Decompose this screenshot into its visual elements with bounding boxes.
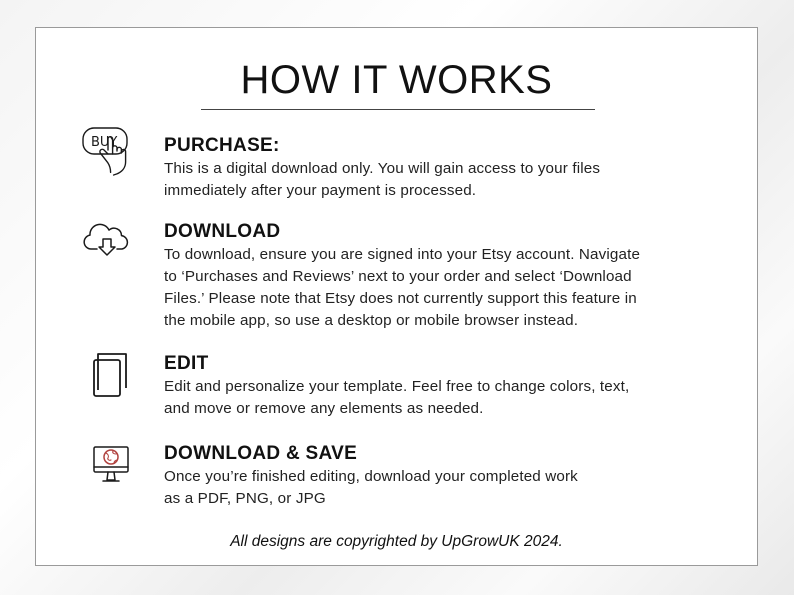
section-text-line: Once you’re finished editing, download your completed work bbox=[164, 468, 578, 485]
svg-text:BUY: BUY bbox=[91, 135, 118, 150]
section-title: EDIT bbox=[164, 353, 209, 374]
section-text-line: Files.’ Please note that Etsy does not currently support this feature in bbox=[164, 290, 637, 307]
section-purchase bbox=[164, 134, 724, 202]
desktop-monitor-globe-icon bbox=[92, 444, 132, 488]
copyright-notice: All designs are copyrighted by UpGrowUK 2024. bbox=[230, 533, 563, 550]
section-edit bbox=[164, 352, 724, 420]
cloud-download-icon bbox=[82, 221, 132, 257]
page-title: HOW IT WORKS bbox=[240, 58, 553, 102]
section-text-line: Edit and personalize your template. Feel free to change colors, text, bbox=[164, 378, 630, 395]
section-text-line: To download, ensure you are signed into your Etsy account. Navigate bbox=[164, 246, 641, 263]
section-text-line: and move or remove any elements as needed. bbox=[164, 400, 484, 417]
section-title: PURCHASE: bbox=[164, 135, 280, 156]
section-title: DOWNLOAD & SAVE bbox=[164, 443, 358, 464]
section-title: DOWNLOAD bbox=[164, 221, 281, 242]
section-text-line: as a PDF, PNG, or JPG bbox=[164, 490, 326, 507]
buy-button-hand-icon bbox=[81, 124, 133, 180]
section-download-save bbox=[164, 442, 724, 510]
info-card bbox=[35, 27, 758, 566]
section-download bbox=[164, 220, 724, 332]
title-divider bbox=[201, 109, 595, 110]
section-text-line: immediately after your payment is processed. bbox=[164, 182, 477, 199]
section-text-line: to ‘Purchases and Reviews’ next to your order and select ‘Download bbox=[164, 268, 632, 285]
section-text-line: This is a digital download only. You will gain access to your files bbox=[164, 160, 601, 177]
copy-pages-icon bbox=[91, 351, 131, 399]
section-text-line: the mobile app, so use a desktop or mobile browser instead. bbox=[164, 312, 579, 329]
